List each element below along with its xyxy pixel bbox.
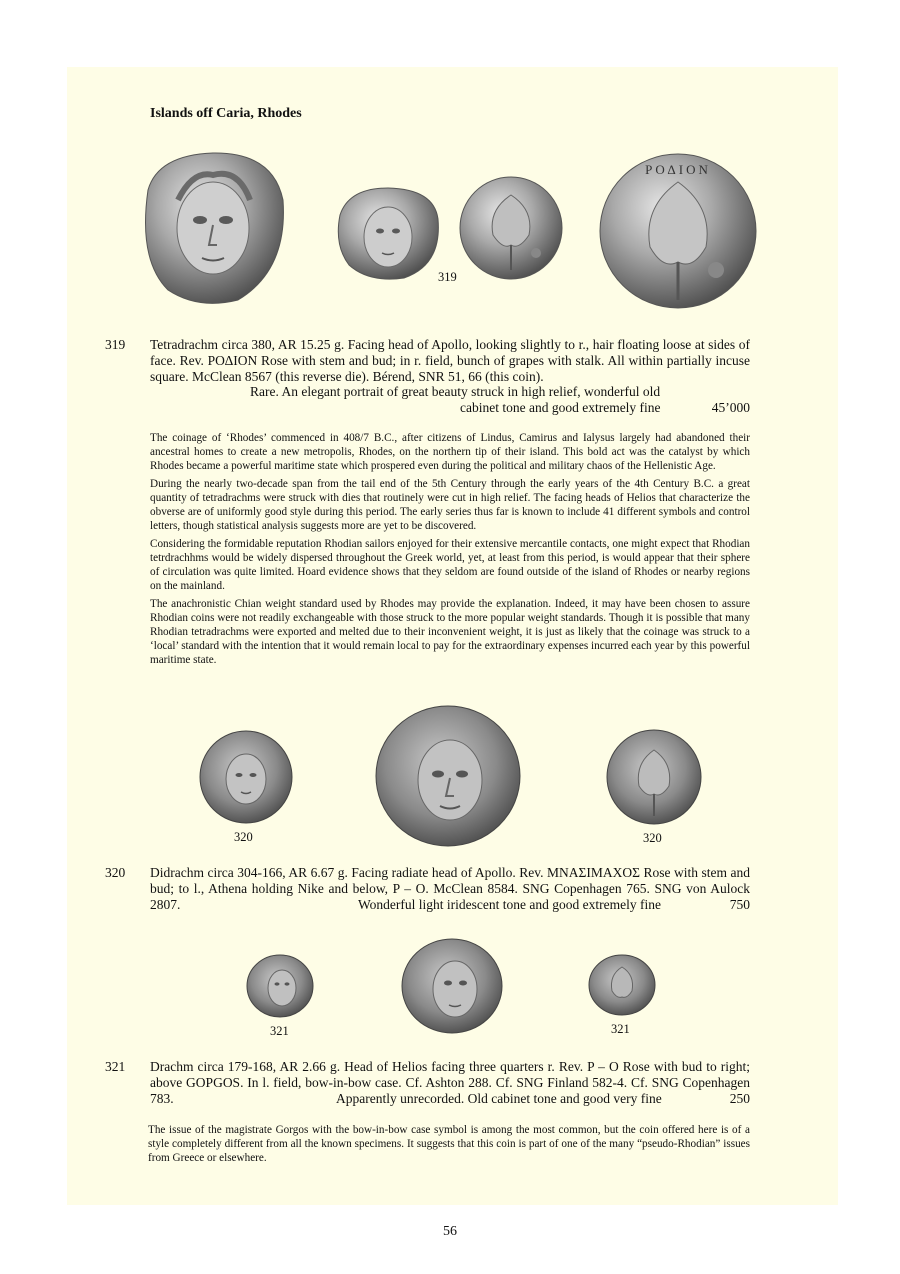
lot-number-319: 319: [105, 337, 126, 352]
coin-319-obverse-large: [138, 150, 288, 306]
lot-price-319: 45’000: [711, 400, 750, 415]
lot-note-319-1: The coinage of ‘Rhodes’ commenced in 408/7 B.C., after citizens of Lindus, Camirus and Ialysus largely had abandoned their ancestral homes to create a new metropolis, Rhodes, on the northern tip of their island. This bold act was the catalyst by which Rhodes became a powerful maritime state which prospered even during the political and military chaos of the Hellenistic Age.: [150, 432, 750, 472]
lot-note-319-4: The anachronistic Chian weight standard used by Rhodes may provide the explanation. Indeed, it may have been chosen to assure Rhodian coins were not readily exchangeable with those struck to the more popular weight standards. Though it is possible that many Rhodian tetradrachms were exported and melted due to their inconvenient weight, it is just as likely that the coinage was struck to a ‘local’ standard with the intention that it would remain local to pay for the extraordinary expenses incurred each year by this powerful maritime state.: [150, 598, 750, 666]
lot-number-320: 320: [105, 865, 126, 880]
coin-321-reverse: [587, 953, 657, 1017]
coin-319-reverse-small: [458, 175, 564, 281]
lot-description-319: Tetradrachm circa 380, AR 15.25 g. Facing head of Apollo, looking slightly to r., hair floating loose at sides of face. Rev. ΡΟΔΙΟΝ Rose with stem and bud; in r. field, bunch of grapes with stalk. All within partially incuse square. McClean 8567 (this reverse die). Bérend, SNR 51, 66 (this coin).: [150, 337, 750, 384]
coin-319-obverse-small: [334, 185, 442, 281]
coin-caption-320-right: 320: [643, 831, 662, 845]
coin-caption-320-left: 320: [234, 830, 253, 844]
coin-caption-319: 319: [438, 270, 457, 284]
coin-caption-321-left: 321: [270, 1024, 289, 1038]
lot-description-320: Didrachm circa 304-166, AR 6.67 g. Facing radiate head of Apollo. Rev. ΜΝΑΣΙΜΑΧΟΣ Rose with stem and bud; to l., Athena holding Nike and below, P – O. McClean 8584. SNG Copenhagen 765. SNG von Aulock 2807.: [150, 865, 750, 912]
coin-321-obverse-large: [400, 937, 504, 1035]
lot-price-320: 750: [729, 897, 750, 912]
lot-number-321: 321: [105, 1059, 126, 1074]
coin-320-obverse-small: [198, 729, 294, 825]
lot-note-319-2: During the nearly two-decade span from the tail end of the 5th Century through the early years of the 4th Century B.C. a great quantity of tetradrachms were struck with dies that routinely were cut in high relief. The facing heads of Helios that characterize the obverse are of uniformly good style during this period. The early series thus far is known to include 41 different symbols and control letters, though statistical analysis suggests more are yet to be discovered.: [150, 478, 750, 532]
lot-note-319-3: Considering the formidable reputation Rhodian sailors enjoyed for their extensive mercantile contacts, one might expect that Rhodian tetrdrachhms would be widely dispersed throughout the Greek world, yet, at least from this period, is would appear that their sphere of circulation was quite limited. Hoard evidence shows that they seldom are found outside of the island of Rhodes or nearby regions on the mainland.: [150, 538, 750, 592]
section-heading: Islands off Caria, Rhodes: [150, 106, 302, 121]
lot-notes-319: [150, 431, 750, 671]
lot-grade-321: Apparently unrecorded. Old cabinet tone and good very fine: [336, 1091, 662, 1106]
lot-description-321: Drachm circa 179-168, AR 2.66 g. Head of Helios facing three quarters r. Rev. P – O Rose with bud to right; above GOPGOS. In l. field, bow-in-bow case. Cf. Ashton 288. Cf. SNG Finland 582-4. Cf. SNG Copenhagen 783.: [150, 1059, 750, 1106]
coin-319-reverse-large: [598, 152, 758, 310]
coin-321-obverse-small: [245, 953, 315, 1019]
coin-320-obverse-large: [374, 704, 522, 848]
lot-price-321: 250: [729, 1091, 750, 1106]
coin-320-reverse: [605, 728, 703, 826]
page-number: 56: [443, 1224, 457, 1239]
lot-grade-319-line2: cabinet tone and good extremely fine: [460, 400, 661, 415]
coin-caption-321-right: 321: [611, 1022, 630, 1036]
lot-grade-320: Wonderful light iridescent tone and good extremely fine: [358, 897, 661, 912]
lot-note-321: The issue of the magistrate Gorgos with the bow-in-bow case symbol is among the most common, but the coin offered here is of a style completely different from all the known specimens. It suggests that this coin is part of one of the many “pseudo-Rhodian” issues from Greece or elsewhere.: [148, 1124, 750, 1164]
lot-grade-319-line1: Rare. An elegant portrait of great beauty struck in high relief, wonderful old: [250, 384, 661, 399]
coin-319-legend: ΡΟΔΙΟΝ: [645, 162, 711, 177]
